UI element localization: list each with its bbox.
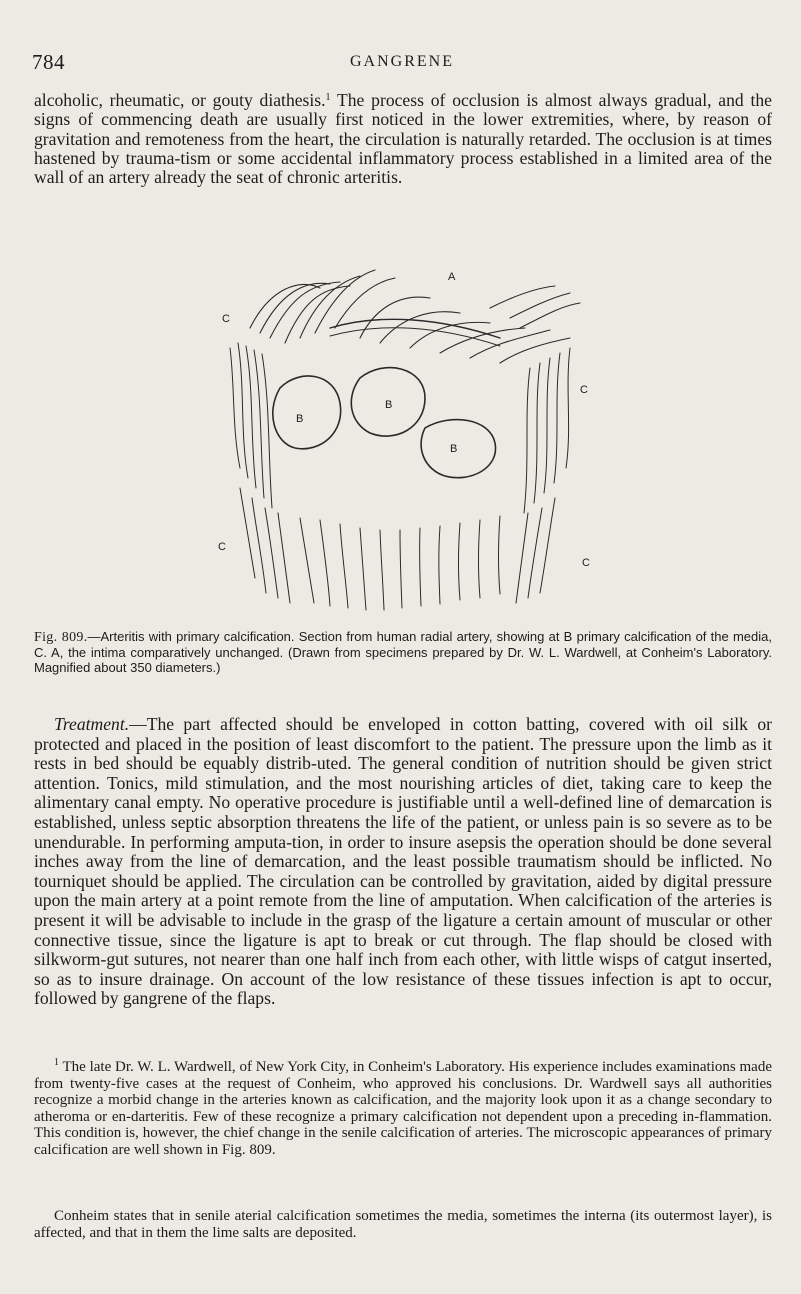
media-fibers-right [516,348,570,603]
label-b-left: B [296,413,304,425]
caption-figure-number: Fig. 809. [34,630,88,645]
label-b-center: B [385,399,393,411]
caption-text: —Arteritis with primary calcification. Section from human radial artery, showing at B primary calcification of the media, C. A, the intima comparatively unchanged. (Drawn from specimens prepared by Dr. W. L. Wardwell, at Conheim's Laboratory. Magnified about 350 diameters.) [34,629,772,676]
intro-text: alcoholic, rheumatic, or gouty diathesis. [34,90,326,110]
footnote-1-continued: Conheim states that in senile aterial calcification sometimes the media, sometimes the interna (its outermost layer), is affected, and that in them the lime salts are deposited. [34,1208,772,1241]
footnote-marker: 1 [54,1057,59,1068]
label-a: A [448,271,456,283]
intro-text-continued: The process of occlusion is almost always gradual, and the signs of commencing death are usually first noticed in the lower extremities, where, by reason of gravitation and remoteness from the heart, the circulation is naturally retarded. The occlusion is at times hastened by trauma-tism or some accidental inflammatory process established in a limited area of the wall of an artery already the seat of chronic arteritis. [34,90,772,188]
treatment-text: —The part affected should be enveloped in cotton batting, covered with oil silk or protected and placed in the position of least discomfort to the patient. The pressure upon the limb as it rests in bed should be equably distrib-uted. The general condition of nutrition should be given strict attention. Tonics, mild stimulation, and the most nourishing articles of diet, taking care to keep the alimentary canal empty. No operative procedure is justifiable until a well-defined line of demarcation is established, unless septic absorption threatens the life of the patient, or unless pain is so severe as to be unendurable. In performing amputa-tion, in order to insure asepsis the operation should be done several inches away from the line of demarcation, and the least possible traumatism should be inflicted. No tourniquet should be applied. The circulation can be controlled by gravitation, aided by digital pressure upon the main artery at a point remote from the line of amputation. When calcification of the arteries is present it will be advisable to include in the grasp of the ligature a certain amount of muscular or other connective tissue, since the ligature is apt to break or cut through. The flap should be closed with silkworm-gut sutures, not nearer than one half inch from each other, with little wisps of catgut inserted, so as to insure drainage. On account of the low resistance of these tissues infection is apt to occur, followed by gangrene of the flaps. [34,714,772,1009]
footnote-1 [34,1059,772,1158]
footnote-1-text: The late Dr. W. L. Wardwell, of New York City, in Conheim's Laboratory. His experience includes examinations made from twenty-five cases at the request of Conheim, who approved his conclusions. Dr. Wardwell says all authorities recognize a morbid change in the arteries known as calcification, and the majority look upon it as a change secondary to atheroma or en-darteritis. Few of these recognize a primary calcification not dependent upon a preceding in-flammation. This condition is, however, the chief change in the senile calcification of arteries. The microscopic appearances of primary calcification are well shown in Fig. 809. [34,1059,772,1158]
label-b-right: B [450,443,458,455]
label-c-bottom-left: C [218,541,226,553]
media-fibers-bottom [300,516,500,610]
arteritis-section-drawing [210,258,595,618]
footnote-reference: 1 [325,92,331,103]
calcification-plates [273,368,496,478]
label-c-right: C [580,384,588,396]
label-c-top-left: C [222,313,230,325]
section-title-treatment: Treatment. [54,714,130,734]
figure-caption [34,629,772,676]
intro-paragraph [34,91,772,187]
media-fibers-left [230,343,290,603]
media-fibers-top [250,270,580,363]
running-title: GANGRENE [350,53,454,70]
page-header [32,50,772,80]
figure-illustration [210,258,595,618]
label-c-bottom-right: C [582,557,590,569]
page-number: 784 [32,50,65,74]
treatment-paragraph [34,715,772,1009]
